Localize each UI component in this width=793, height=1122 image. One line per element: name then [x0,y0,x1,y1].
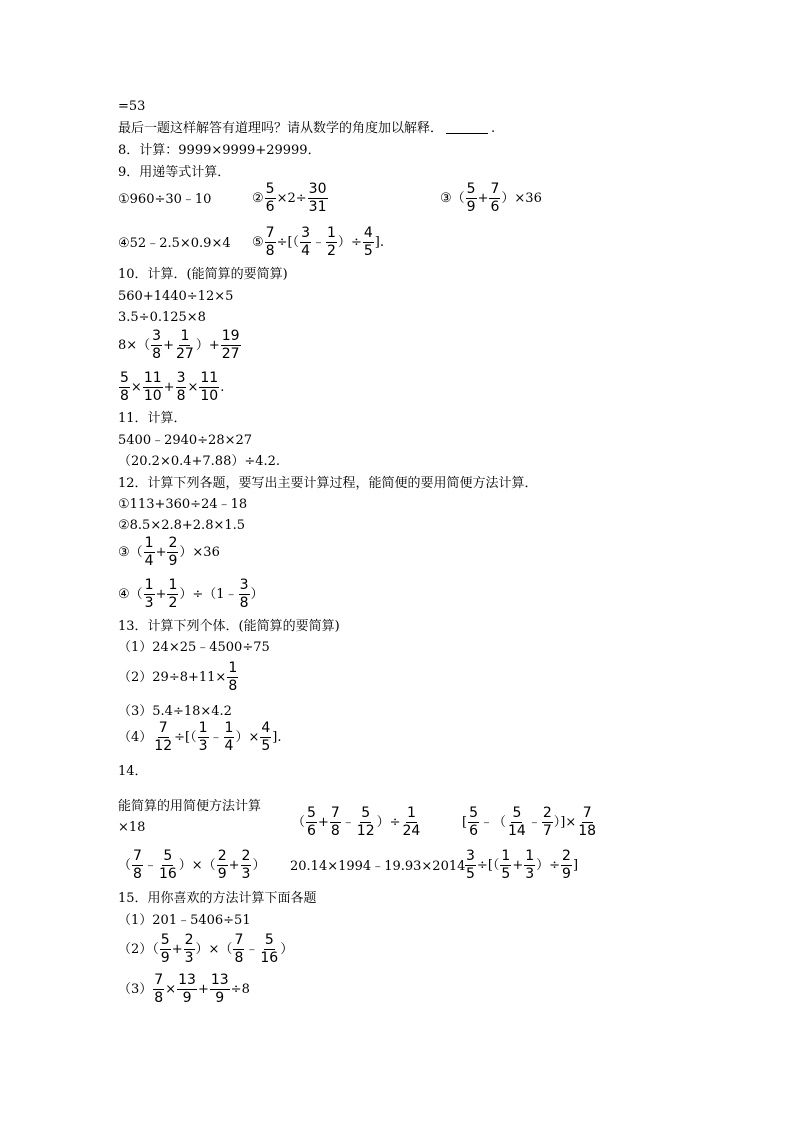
math-text: × [165,982,177,997]
q15-item-1 [118,914,251,927]
math-text: 5 [307,805,316,821]
prev-answer-line [118,100,145,113]
math-text: 2 [287,191,296,206]
math-text: 能简算的用简便方法计算 [118,799,262,814]
q9-item-2 [252,182,329,215]
math-text: + [228,858,240,873]
fraction [158,849,178,882]
fraction [524,849,535,882]
fraction [175,329,195,362]
fraction [144,578,155,611]
q14-item-2 [292,806,422,839]
math-text: 13．计算下列个体．(能简算的要简算) [118,619,340,634]
q12-item-1 [118,498,247,511]
math-text: 3 [239,577,249,593]
fraction [500,849,511,882]
math-text: + [197,982,209,997]
q12-item-2 [118,519,245,532]
fraction [259,933,279,966]
fraction [233,933,244,966]
fraction [144,536,155,569]
math-text: 8 [176,388,186,404]
math-text: ÷[（ [174,730,197,745]
fraction [326,226,337,259]
math-text: 9 [160,950,170,966]
math-text: 8 [330,823,340,839]
math-text: + [163,338,174,353]
math-text: 24 [402,823,421,839]
fraction [489,182,500,215]
math-text: 27 [176,346,194,362]
math-text: 最后一题这样解答有道理吗？请从数学的角度加以解释． [118,121,444,136]
math-text: 4 [261,720,271,736]
math-text: ×18 [118,820,146,835]
fraction [153,721,173,754]
math-text: + [171,942,183,957]
fraction [227,661,238,694]
fraction [167,536,178,569]
math-text: 3 [198,738,208,754]
math-text: ③（ [440,191,465,206]
math-text: ÷[（ [476,858,500,873]
q14-item-4 [118,849,265,882]
math-text: 9 [182,990,192,1006]
q13-item-3 [118,705,232,718]
math-text: ） [337,235,351,250]
fraction [577,806,597,839]
math-text: 8×（ [118,338,151,353]
math-text: 2 [168,535,178,551]
math-text: （1）24×25﹣4500÷75 [118,640,270,655]
math-text: （ [292,815,306,830]
math-text: 2 [327,243,336,259]
math-text: ÷ [350,235,362,250]
math-text: 3.5÷0.125×8 [118,310,206,325]
math-text: （4） [118,730,153,745]
math-text: + [155,587,167,602]
q9-item-3 [440,182,542,215]
math-text: （3） [118,982,153,997]
math-text: 5 [160,932,170,948]
math-text: 2 [241,848,251,864]
fraction [119,371,130,404]
math-text: 12 [356,823,375,839]
math-text: 5 [163,848,173,864]
math-text: 11 [143,370,162,386]
math-text: 7 [154,972,164,988]
q14-item-6 [464,849,578,882]
fraction [466,182,477,215]
math-text: ）×（ [178,858,216,873]
fraction [465,849,476,882]
q15-item-3 [118,973,250,1006]
math-text: 6 [307,823,316,839]
math-text: ④52﹣2.5×0.9×4 [118,236,231,251]
math-text: 5 [261,738,271,754]
math-text: ） [252,858,266,873]
math-text: （ [118,858,132,873]
q13-item-4 [118,721,281,754]
math-text: ⑤ [252,235,264,250]
math-text: ] [572,858,579,873]
math-text: 3 [466,848,475,864]
q9-item-1 [118,193,211,206]
fraction [224,721,235,754]
math-text: [ [462,815,468,830]
math-text: 8 [228,678,238,694]
math-text: 14 [508,823,526,839]
math-text: ④（ [118,587,143,602]
math-text: 6 [490,199,500,215]
math-text: 4 [301,243,310,259]
math-text: 5 [466,866,475,882]
math-text: + [163,380,175,395]
q14-title [118,765,148,778]
math-text: ）]× [553,815,577,830]
fraction [184,933,195,966]
fraction [260,721,271,754]
math-text: ÷ [276,235,288,250]
fraction [143,371,163,404]
math-text: 31 [308,199,327,215]
fraction [363,226,374,259]
math-text: 9 [562,866,571,882]
math-text: ﹣ [143,858,157,873]
math-text: 27 [221,346,240,362]
fraction [132,849,143,882]
q12-title [118,477,538,490]
math-text: 15．用你喜欢的方法计算下面各题 [118,891,317,906]
math-text: ） [280,942,294,957]
math-text: 2 [217,848,227,864]
math-text: 5 [512,805,522,821]
math-text: 3 [152,328,162,344]
fraction [300,226,311,259]
q9-item-5 [252,226,384,259]
math-text: 6 [469,823,478,839]
math-text: 5 [265,181,275,197]
math-text: 5 [469,805,478,821]
math-text: 8．计算：9999×9999+29999． [118,143,321,158]
explain-question [118,122,495,135]
math-text: × [187,380,199,395]
fraction [265,226,276,259]
math-text: 13 [210,972,229,988]
math-text: 5 [363,243,373,259]
q13-item-1 [118,641,270,654]
q15-item-2 [118,933,293,966]
math-text: 10 [143,388,162,404]
math-text: 3 [301,225,310,241]
q10-item-3 [118,329,242,362]
fraction [210,973,230,1006]
math-text: 12 [154,738,173,754]
math-text: 7 [330,805,340,821]
fraction [468,806,479,839]
q14-item-1-tail [118,821,145,834]
math-text: ﹣ [341,815,355,830]
math-text: 1 [198,720,208,736]
math-text: 1 [228,660,238,676]
math-text: ② [252,191,264,206]
math-text: 20.14×1994﹣19.93×2014 [290,859,466,874]
math-text: + [512,858,524,873]
math-text: 1 [144,577,154,593]
q9-title [118,166,230,179]
math-text: ）÷（1﹣ [179,587,238,602]
math-text: 1 [224,720,234,736]
math-text: 8 [265,243,275,259]
math-text: 13 [178,972,196,988]
math-text: 14． [118,764,148,779]
q13-item-2 [118,661,239,694]
fraction [176,371,187,404]
math-text: 9．用递等式计算． [118,165,231,180]
math-text: ）×36 [501,191,542,206]
q12-item-3 [118,536,220,569]
math-text: ③（ [118,545,143,560]
math-text: 9 [215,990,225,1006]
math-text: （2）29÷8+11× [118,670,227,685]
fraction [561,849,572,882]
math-text: ②8.5×2.8+2.8×1.5 [118,518,246,533]
math-text: × [276,191,288,206]
math-text: 8 [120,388,129,404]
q10-item-4 [118,371,224,404]
math-text: ﹣ [311,235,325,250]
fraction [167,578,178,611]
fraction [308,182,328,215]
math-text: 12．计算下列各题，要写出主要计算过程，能简便的要用简便方法计算． [118,476,538,491]
fraction [507,806,527,839]
math-text: 5 [361,805,371,821]
q9-item-4 [118,237,231,250]
math-text: 10 [200,388,219,404]
math-text: ①960÷30﹣10 [118,192,212,207]
math-text: 8 [152,346,162,362]
fraction [330,806,341,839]
math-text: 5 [120,370,129,386]
math-text: 5 [264,932,274,948]
math-text: 16 [260,950,279,966]
answer-blank[interactable] [446,123,488,134]
math-text: × [130,380,142,395]
fraction [199,371,219,404]
math-text: 1 [525,848,535,864]
q11-title [118,412,187,425]
math-text: ]. [272,730,282,745]
math-text: ①113+360÷24﹣18 [118,497,248,512]
math-text: ÷ [295,191,307,206]
math-text: 2 [562,848,571,864]
math-text: 1 [180,328,190,344]
math-text: 2 [542,805,552,821]
math-text: 4 [144,553,154,569]
math-text: 2 [168,595,178,611]
q15-title [118,892,317,905]
math-text: 3 [176,370,186,386]
math-text: 560+1440÷12×5 [118,289,234,304]
math-text: 6 [265,199,275,215]
math-text: ）×（ [195,942,233,957]
math-text: ﹣ [527,815,541,830]
fraction [239,578,250,611]
math-text: 9 [168,553,178,569]
math-text: 5 [466,181,476,197]
math-text: 8 [234,950,244,966]
math-text: 4 [224,738,234,754]
math-text: ）× [235,730,260,745]
fraction [160,933,171,966]
math-text: 9 [466,199,476,215]
q10-title [118,268,288,281]
math-text: 1 [501,848,511,864]
math-text: + [317,815,329,830]
fraction [151,329,162,362]
q11-item-2 [118,455,280,468]
fraction [217,849,228,882]
q12-item-4 [118,578,264,611]
math-text: 8 [133,866,142,882]
math-text: ）×36 [179,545,220,560]
fraction [402,806,422,839]
math-text: 7 [265,225,275,241]
math-text: 7 [133,848,142,864]
math-text: 7 [490,181,500,197]
math-text: 11 [200,370,219,386]
q14-item-5 [290,860,465,873]
fraction [221,329,241,362]
math-text: 30 [308,181,327,197]
fraction [177,973,197,1006]
math-text: 3 [184,950,194,966]
math-text: ﹣ [209,730,223,745]
math-text: 10．计算．(能简算的要简算) [118,267,288,282]
fraction [542,806,553,839]
math-text: 1 [406,805,416,821]
math-text: . [220,380,225,395]
math-text: ]. [374,235,384,250]
math-text: 1 [144,535,154,551]
q14-item-3 [462,806,598,839]
q10-item-1 [118,290,233,303]
math-text: 4 [363,225,373,241]
math-text: [（ [287,235,300,250]
math-text: + [477,191,489,206]
fraction [306,806,317,839]
fraction [356,806,376,839]
math-text: 16 [158,866,177,882]
math-text: + [155,545,167,560]
math-text: （2）（ [118,942,159,957]
q14-subtitle [118,800,261,813]
math-text: 7 [234,932,244,948]
math-text: =53 [118,99,146,114]
math-text: ）÷ [536,858,561,873]
math-text: （3）5.4÷18×4.2 [118,704,232,719]
math-text: ﹣ [245,942,259,957]
math-text: 19 [221,328,240,344]
q13-title [118,620,340,633]
math-text: 11．计算． [118,411,187,426]
fraction [241,849,252,882]
q10-item-2 [118,311,206,324]
math-text: （20.2×0.4+7.88）÷4.2. [118,454,281,469]
math-text: . [491,121,496,136]
math-text: 7 [582,805,592,821]
math-text: 8 [239,595,249,611]
fraction [153,973,164,1006]
math-text: 9 [217,866,227,882]
math-text: 5400﹣2940÷28×27 [118,433,253,448]
math-text: 7 [542,823,552,839]
math-text: 3 [144,595,154,611]
q8 [118,144,321,157]
q11-item-1 [118,434,252,447]
math-text: ÷8 [230,982,250,997]
math-text: ﹣（ [480,815,507,830]
math-text: 3 [525,866,535,882]
math-text: （1）201﹣5406÷51 [118,913,251,928]
math-text: 7 [158,720,168,736]
math-text: ）+ [195,338,220,353]
math-text: ） [250,587,264,602]
math-text: 3 [241,866,251,882]
math-text: 8 [154,990,164,1006]
fraction [265,182,276,215]
math-text: 18 [578,823,597,839]
fraction [198,721,209,754]
math-text: 2 [184,932,194,948]
math-text: 1 [168,577,178,593]
math-text: 1 [327,225,336,241]
math-text: 5 [501,866,511,882]
math-text: ）÷ [376,815,401,830]
